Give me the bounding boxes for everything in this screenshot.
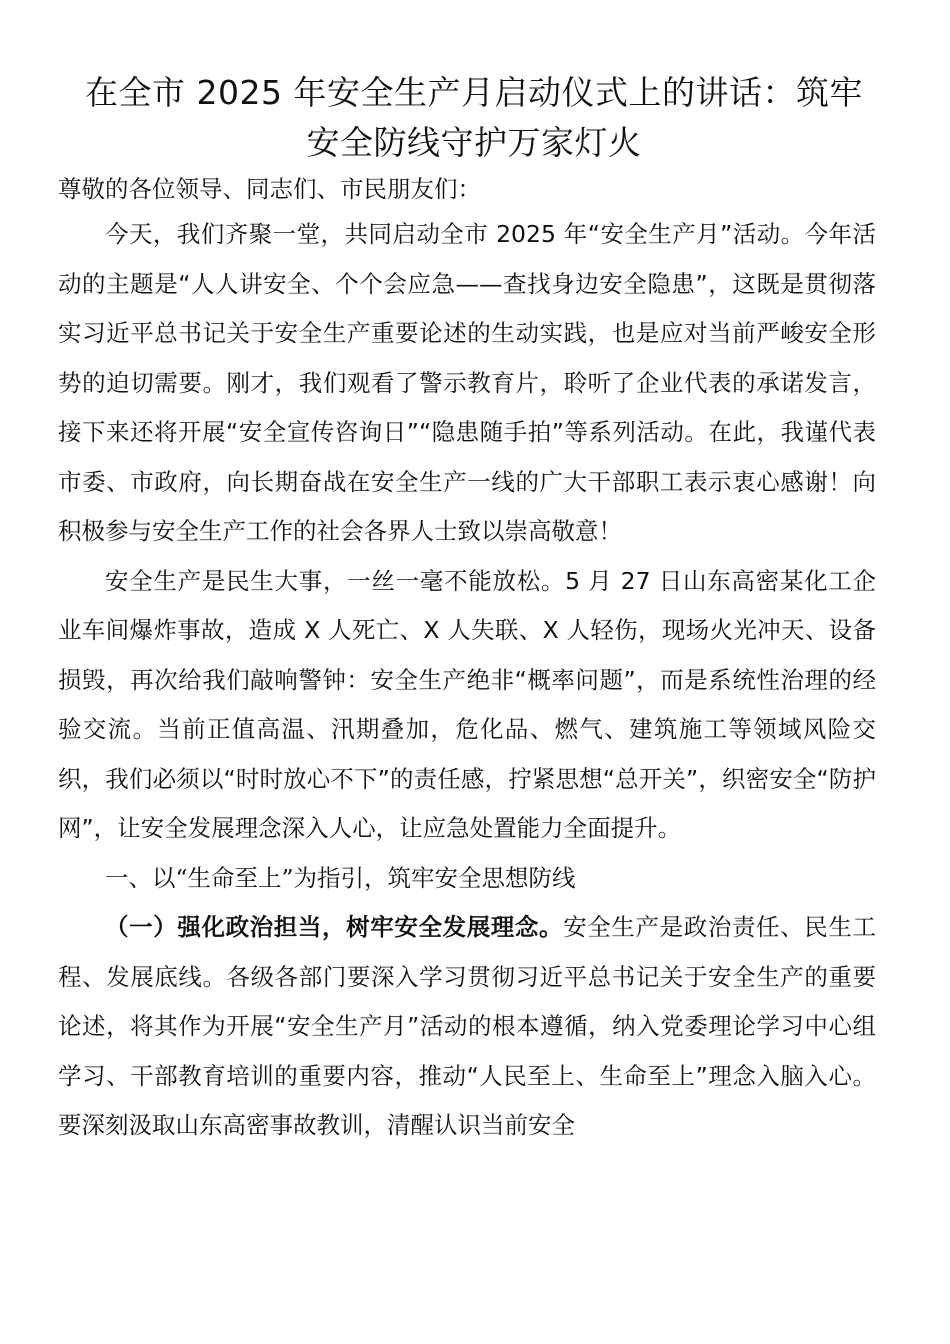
document-title: 在全市 2025 年安全生产月启动仪式上的讲话：筑牢安全防线守护万家灯火 [85, 73, 863, 162]
paragraph-opening: 今天，我们齐聚一堂，共同启动全市 2025 年“安全生产月”活动。今年活动的主题是“人人讲安全、个个会应急——查找身边安全隐患”，这既是贯彻落实习近平总书记关于安全生产重要论述的生动实践，也是应对当前严峻安全形势的迫切需要。刚才，我们观看了警示教育片，聆听了企业代表的承诺发言，接下来还将开展“安全宣传咨询日”“隐患随手拍”等系列活动。在此，我谨代表市委、市政府，向长期奋战在安全生产一线的广大干部职工表示衷心感谢！向积极参与安全生产工作的社会各界人士致以崇高敬意！ [58, 220, 876, 545]
paragraph-safety-importance: 安全生产是民生大事，一丝一毫不能放松。5 月 27 日山东高密某化工企业车间爆炸事故，造成 X 人死亡、X 人失联、X 人轻伤，现场火光冲天、设备损毁，再次给我们敲响警钟：安全生产绝非“概率问题”，而是系统性治理的经验交流。当前正值高温、汛期叠加，危化品、燃气、建筑施工等领域风险交织，我们必须以“时时放心不下”的责任感，拧紧思想“总开关”，织密安全“防护网”，让安全发展理念深入人心，让应急处置能力全面提升。 [58, 566, 876, 842]
subsection-heading: （一）强化政治担当，树牢安全发展理念。 [105, 913, 564, 941]
subsection-body: 安全生产是政治责任、民生工程、发展底线。各级各部门要深入学习贯彻习近平总书记关于安全生产的重要论述，将其作为开展“安全生产月”活动的根本遵循，纳入党委理论学习中心组学习、干部教育培训的重要内容，推动“人民至上、生命至上”理念入脑入心。要深刻汲取山东高密事故教训，清醒认识当前安全 [58, 913, 877, 1139]
section-heading: 一、以“生命至上”为指引，筑牢安全思想防线 [105, 863, 576, 892]
salutation: 尊敬的各位领导、同志们、市民朋友们： [58, 175, 481, 203]
subsection-paragraph [58, 903, 876, 1151]
